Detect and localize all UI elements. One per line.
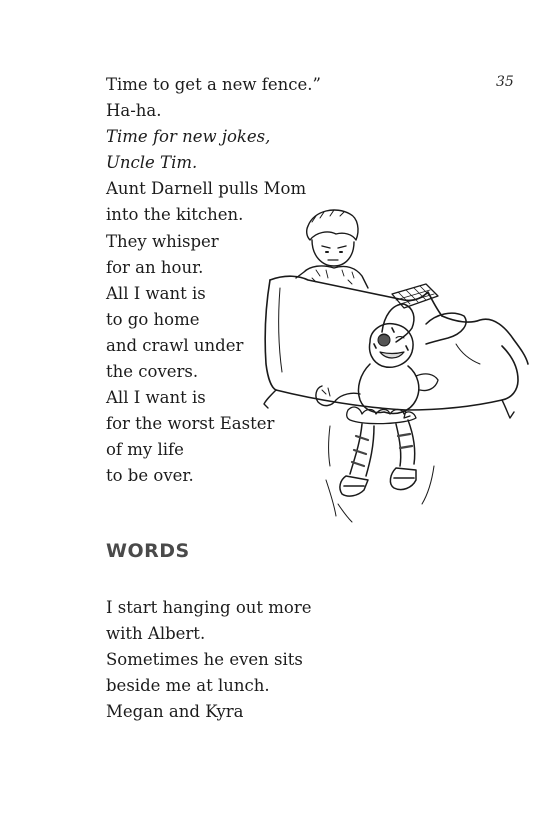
poem-line: of my life [106, 440, 184, 460]
poem-line: Uncle Tim. [106, 153, 198, 173]
poem-line: for an hour. [106, 257, 204, 277]
poem-line: Megan and Kyra [106, 702, 244, 722]
section-heading: WORDS [106, 540, 190, 562]
poem-line: Time for new jokes, [106, 127, 271, 147]
poem-line: Sometimes he even sits [106, 650, 303, 670]
poem-line: beside me at lunch. [106, 676, 270, 696]
poem-line: and crawl under [106, 335, 244, 355]
poem-line: All I want is [106, 388, 206, 408]
poem-line: with Albert. [106, 624, 206, 644]
page-number: 35 [496, 74, 514, 90]
illustration-kids-under-blanket [256, 204, 532, 536]
poem-line: I start hanging out more [106, 598, 312, 617]
poem-stanza-bottom [106, 595, 312, 725]
poem-line: Ha-ha. [106, 101, 162, 121]
poem-line: to go home [106, 309, 200, 329]
poem-line: into the kitchen. [106, 205, 244, 225]
poem-line: Aunt Darnell pulls Mom [106, 179, 307, 199]
poem-line: Time to get a new fence.” [106, 75, 321, 94]
poem-line: to be over. [106, 466, 194, 486]
poem-line: for the worst Easter [106, 414, 275, 434]
poem-line: All I want is [106, 283, 206, 303]
poem-line: the covers. [106, 362, 199, 382]
poem-line: They whisper [106, 231, 219, 251]
